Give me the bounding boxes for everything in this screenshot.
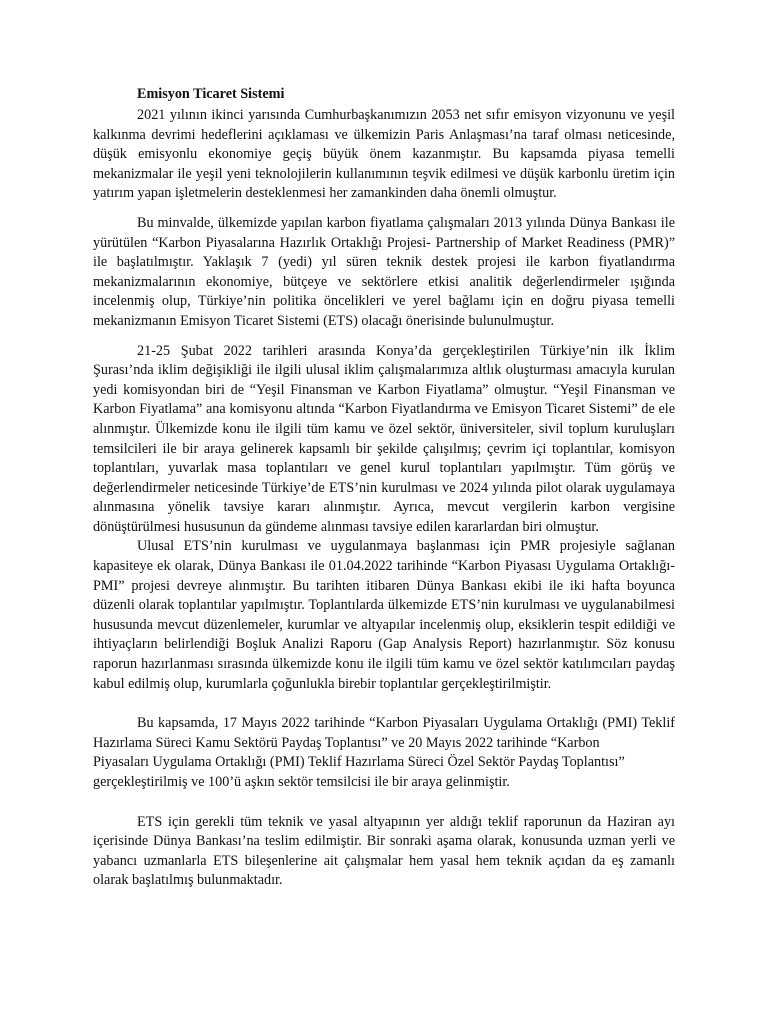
paragraph-7: ETS için gerekli tüm teknik ve yasal altyapının yer aldığı teklif raporunun da Haziran ayı içerisinde Dünya Bankası’na teslim edilmiştir. Bir sonraki aşama olarak, konusunda uzman yerli ve yabancı uzmanlarla ETS bileşenlerine ait çalışmalar hem yasal hem teknik açıdan da eş zamanlı olarak başlatılmış bulunmaktadır. [93,813,675,889]
paragraph-2: Bu minvalde, ülkemizde yapılan karbon fiyatlama çalışmaları 2013 yılında Dünya Bankası ile yürütülen “Karbon Piyasalarına Hazırlık Ortaklığı Projesi- Partnership of Market Readiness (PMR)” ile başlatılmıştır. Yaklaşık 7 (yedi) yıl süren teknik destek projesi ile karbon fiyatlandırma mekanizmalarının ekonomiye, bütçeye ve sektörlere etkisi analitik değerlendirmeler ışığında incelenmiş olup, Türkiye’nin politika öncelikleri ve yerel bağlamı için en doğru piyasa temelli mekanizmanın Emisyon Ticaret Sistemi (ETS) olacağı önerisinde bulunulmuştur. [93,214,675,329]
paragraph-1: 2021 yılının ikinci yarısında Cumhurbaşkanımızın 2053 net sıfır emisyon vizyonunu ve yeşil kalkınma devrimi hedeflerini açıklaması ve ülkemizin Paris Anlaşması’na taraf olması neticesinde, düşük emisyonlu ekonomiye geçiş büyük önem kazanmıştır. Bu kapsamda piyasa temelli mekanizmalar ile yeşil yeni teknolojilerin kullanımının teşvik edilmesi ve düşük karbonlu üretim için yatırım yapan işletmelerin desteklenmesi her zamankinden daha önemli olmuştur. [93,107,675,202]
paragraph-5: Bu kapsamda, 17 Mayıs 2022 tarihinde “Karbon Piyasaları Uygulama Ortaklığı (PMI) Teklif Hazırlama Süreci Kamu Sektörü Paydaş Toplantısı” ve 20 Mayıs 2022 tarihinde “Karbon [93,715,675,751]
paragraph-3: 21-25 Şubat 2022 tarihleri arasında Konya’da gerçekleştirilen Türkiye’nin ilk İklim Şurası’nda iklim değişikliği ile ilgili ulusal iklim çalışmalarımıza altlık oluşturması amacıyla kurulan yedi komisyondan biri de “Yeşil Finansman ve Karbon Fiyatlama” olmuştur. “Yeşil Finansman ve Karbon Fiyatlama” ana komisyonu altında “Karbon Fiyatlandırma ve Emisyon Ticaret Sistemi” de ele alınmıştır. Ülkemizde konu ile ilgili tüm kamu ve özel sektör, üniversiteler, sivil toplum kuruluşları temsilcileri ile bir araya gelinerek kapsamlı bir şekilde çalışılmış; çevrim içi toplantılar, komisyon toplantıları, yuvarlak masa toplantıları ve genel kurul toplantıları yapılmıştır. Tüm görüş ve değerlendirmeler neticesinde Türkiye’de ETS’nin kurulması ve 2024 yılında pilot olarak uygulamaya alınmasına yönelik tavsiye kararı alınmıştır. Ayrıca, mevcut vergilerin karbon vergisine dönüştürülmesi hususunun da gündeme alınması tavsiye edilen kararlardan biri olmuştur. [93,342,675,535]
paragraph-4: Ulusal ETS’nin kurulması ve uygulanmaya başlanması için PMR projesiyle sağlanan kapasiteye ek olarak, Dünya Bankası ile 01.04.2022 tarihinde “Karbon Piyasası Uygulama Ortaklığı-PMI” projesi devreye alınmıştır. Bu tarihten itibaren Dünya Bankası ekibi ile iki hafta boyunca düzenli olarak toplantılar yapılmıştır. Toplantılarda ülkemizde ETS’nin kurulması ve uygulanabilmesi hususunda mevcut düzenlemeler, kurumlar ve altyapılar incelenmiş olup, eksiklerin tespit edildiği ve ihtiyaçların belirlendiği Boşluk Analizi Raporu (Gap Analysis Report) hazırlanmıştır. Söz konusu raporun hazırlanması sırasında ülkemizde konu ile ilgili tüm kamu ve özel sektör katılımcıları paydaş kabul edilmiş olup, kurumlarla çoğunlukla birebir toplantılar gerçekleştirilmiştir. [93,538,675,692]
document-title: Emisyon Ticaret Sistemi [137,86,285,102]
paragraph-6: Piyasaları Uygulama Ortaklığı (PMI) Teklif Hazırlama Süreci Özel Sektör Paydaş Toplantısı” gerçekleştirilmiş ve 100’ü aşkın sektör temsilcisi ile bir araya gelinmiştir. [93,754,625,790]
